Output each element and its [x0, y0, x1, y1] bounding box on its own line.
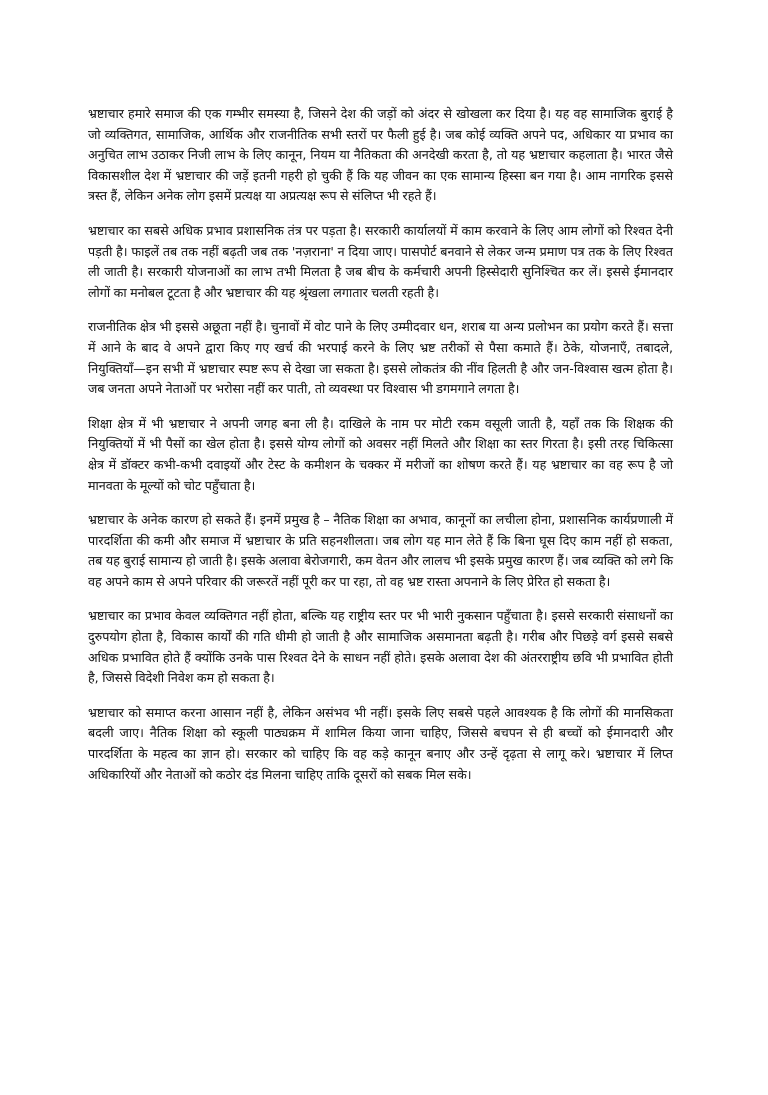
paragraph-politics: राजनीतिक क्षेत्र भी इससे अछूता नहीं है। चुनावों में वोट पाने के लिए उम्मीदवार धन, शराब या अन्य प्रलोभन का प्रयोग करते हैं। सत्ता में आने के बाद वे अपने द्वारा किए गए खर्च की भरपाई करने के लिए भ्रष्ट तरीकों से पैसा कमाते हैं। ठेके, योजनाएँ, तबादले, नियुक्तियाँ—इन सभी में भ्रष्टाचार स्पष्ट रूप से देखा जा सकता है। इससे लोकतंत्र की नींव हिलती है और जन-विश्वास खत्म होता है। जब जनता अपने नेताओं पर भरोसा नहीं कर पाती, तो व्यवस्था पर विश्वास भी डगमगाने लगता है। — [88, 319, 673, 397]
paragraph-education-health: शिक्षा क्षेत्र में भी भ्रष्टाचार ने अपनी जगह बना ली है। दाखिले के नाम पर मोटी रकम वसूली जाती है, यहाँ तक कि शिक्षक की नियुक्तियों में भी पैसों का खेल होता है। इससे योग्य लोगों को अवसर नहीं मिलते और शिक्षा का स्तर गिरता है। इसी तरह चिकित्सा क्षेत्र में डॉक्टर कभी-कभी दवाइयों और टेस्ट के कमीशन के चक्कर में मरीजों का शोषण करते हैं। यह भ्रष्टाचार का वह रूप है जो मानवता के मूल्यों को चोट पहुँचाता है। — [88, 415, 673, 493]
paragraph-intro: भ्रष्टाचार हमारे समाज की एक गम्भीर समस्या है, जिसने देश की जड़ों को अंदर से खोखला कर दिया है। यह वह सामाजिक बुराई है जो व्यक्तिगत, सामाजिक, आर्थिक और राजनीतिक सभी स्तरों पर फैली हुई है। जब कोई व्यक्ति अपने पद, अधिकार या प्रभाव का अनुचित लाभ उठाकर निजी लाभ के लिए कानून, नियम या नैतिकता की अनदेखी करता है, तो यह भ्रष्टाचार कहलाता है। भारत जैसे विकासशील देश में भ्रष्टाचार की जड़ें इतनी गहरी हो चुकी हैं कि यह जीवन का एक सामान्य हिस्सा बन गया है। आम नागरिक इससे त्रस्त हैं, लेकिन अनेक लोग इसमें प्रत्यक्ष या अप्रत्यक्ष रूप से संलिप्त भी रहते हैं। — [88, 106, 673, 204]
paragraph-solutions: भ्रष्टाचार को समाप्त करना आसान नहीं है, लेकिन असंभव भी नहीं। इसके लिए सबसे पहले आवश्यक है कि लोगों की मानसिकता बदली जाए। नैतिक शिक्षा को स्कूली पाठ्यक्रम में शामिल किया जाना चाहिए, जिससे बचपन से ही बच्चों को ईमानदारी और पारदर्शिता के महत्व का ज्ञान हो। सरकार को चाहिए कि वह कड़े कानून बनाए और उन्हें दृढ़ता से लागू करे। भ्रष्टाचार में लिप्त अधिकारियों और नेताओं को कठोर दंड मिलना चाहिए ताकि दूसरों को सबक मिल सके। — [88, 704, 673, 782]
paragraph-causes: भ्रष्टाचार के अनेक कारण हो सकते हैं। इनमें प्रमुख है – नैतिक शिक्षा का अभाव, कानूनों का लचीला होना, प्रशासनिक कार्यप्रणाली में पारदर्शिता की कमी और समाज में भ्रष्टाचार के प्रति सहनशीलता। जब लोग यह मान लेते हैं कि बिना घूस दिए काम नहीं हो सकता, तब यह बुराई सामान्य हो जाती है। इसके अलावा बेरोजगारी, कम वेतन और लालच भी इसके प्रमुख कारण हैं। जब व्यक्ति को लगे कि वह अपने काम से अपने परिवार की जरूरतें नहीं पूरी कर पा रहा, तो वह भ्रष्ट रास्ता अपनाने के लिए प्रेरित हो सकता है। — [88, 512, 673, 589]
paragraph-effects: भ्रष्टाचार का प्रभाव केवल व्यक्तिगत नहीं होता, बल्कि यह राष्ट्रीय स्तर पर भी भारी नुकसान पहुँचाता है। इससे सरकारी संसाधनों का दुरुपयोग होता है, विकास कार्यों की गति धीमी हो जाती है और सामाजिक असमानता बढ़ती है। गरीब और पिछड़े वर्ग इससे सबसे अधिक प्रभावित होते हैं क्योंकि उनके पास रिश्वत देने के साधन नहीं होते। इसके अलावा देश की अंतरराष्ट्रीय छवि भी प्रभावित होती है, जिससे विदेशी निवेश कम हो सकता है। — [88, 608, 673, 686]
paragraph-administration: भ्रष्टाचार का सबसे अधिक प्रभाव प्रशासनिक तंत्र पर पड़ता है। सरकारी कार्यालयों में काम करवाने के लिए आम लोगों को रिश्वत देनी पड़ती है। फाइलें तब तक नहीं बढ़ती जब तक 'नज़राना' न दिया जाए। पासपोर्ट बनवाने से लेकर जन्म प्रमाण पत्र तक के लिए रिश्वत ली जाती है। सरकारी योजनाओं का लाभ तभी मिलता है जब बीच के कर्मचारी अपनी हिस्सेदारी सुनिश्चित कर लें। इससे ईमानदार लोगों का मनोबल टूटता है और भ्रष्टाचार की यह श्रृंखला लगातार चलती रहती है। — [88, 222, 673, 300]
essay-body — [88, 104, 673, 799]
